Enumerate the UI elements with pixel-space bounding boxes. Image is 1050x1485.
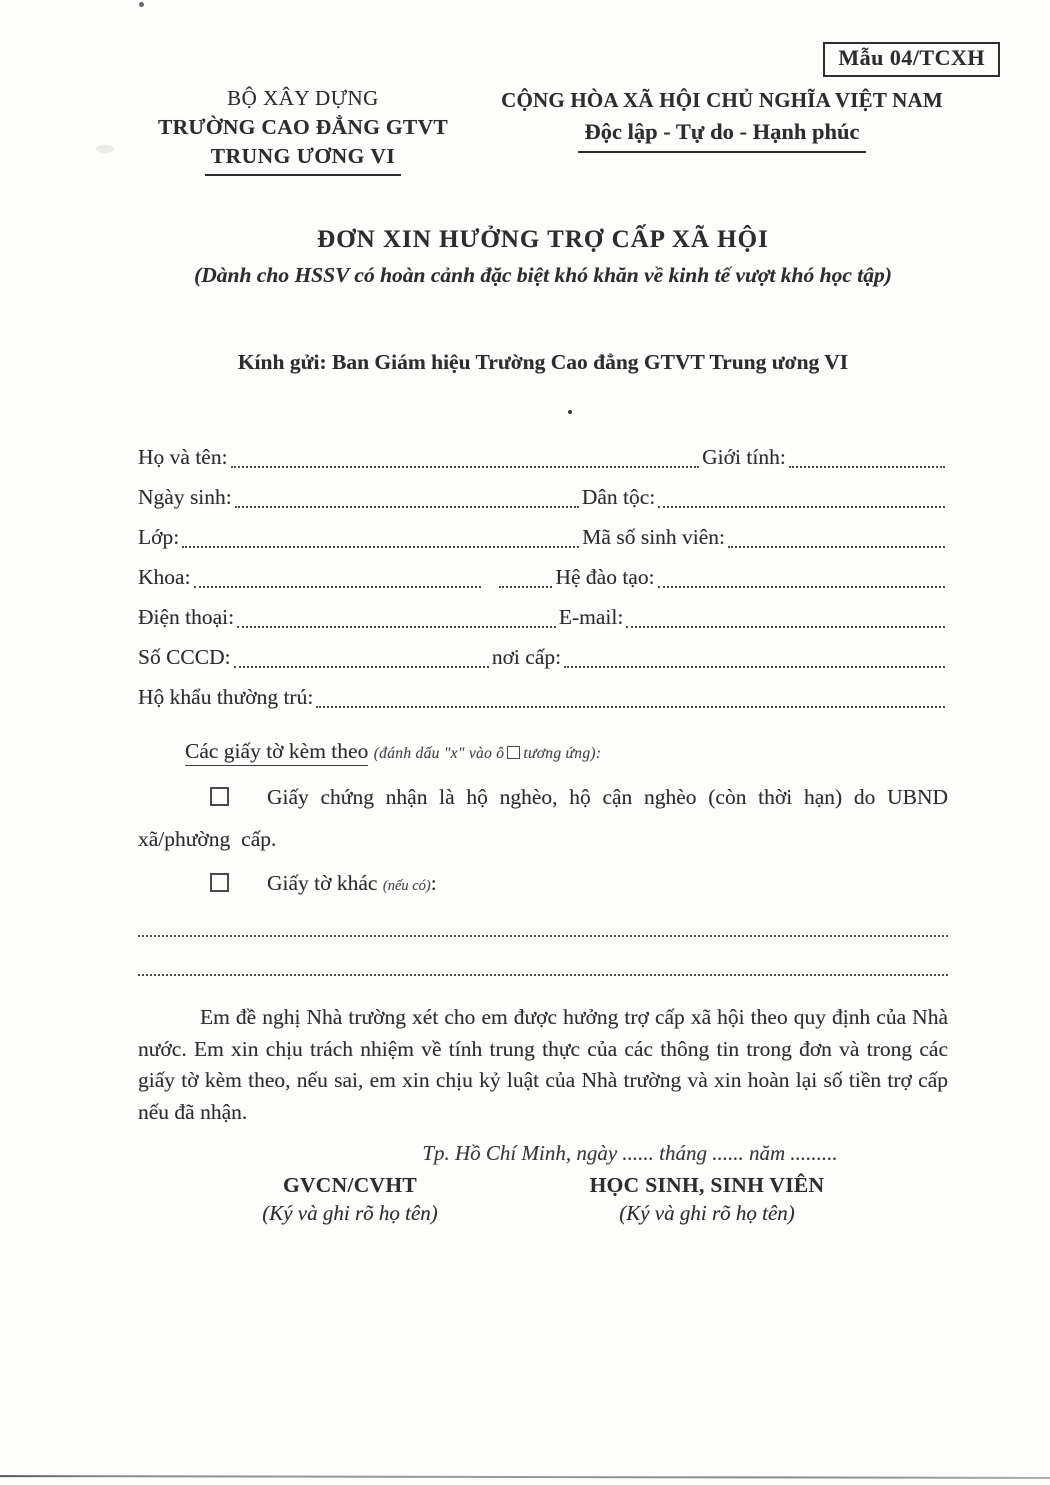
form-row-phone-email xyxy=(138,597,948,637)
attachments-heading-text: Các giấy tờ kèm theo xyxy=(185,739,368,766)
dotted-fill xyxy=(182,546,579,548)
form-row-address xyxy=(138,677,948,717)
attachments-heading xyxy=(138,733,948,772)
dotted-line xyxy=(138,935,948,937)
issuer-block xyxy=(138,84,468,176)
field-label-class: Lớp: xyxy=(138,525,180,549)
signature-block-student xyxy=(562,1173,852,1226)
national-title: CỘNG HÒA XÃ HỘI CHỦ NGHĨA VIỆT NAM xyxy=(501,88,943,112)
attachment-option-other xyxy=(138,862,948,907)
field-label-ethnic: Dân tộc: xyxy=(581,485,656,509)
checkbox-poor-household xyxy=(210,787,229,806)
declaration-paragraph: Em đề nghị Nhà trường xét cho em được hưởng trợ cấp xã hội theo quy định của Nhà nước. Em xin chịu trách nhiệm về tính trung thực của các thông tin trong đơn và trong các giấy tờ kèm theo, nếu sai, em xin chịu kỷ luật của Nhà trường và xin hoàn lại số tiền trợ cấp nếu đã nhận. xyxy=(138,1005,948,1124)
dotted-fill xyxy=(235,506,579,508)
attachment-option-suffix: : xyxy=(430,871,437,895)
dotted-fill xyxy=(316,706,945,708)
note-close: tương ứng): xyxy=(523,745,602,762)
issuer-school-line2: TRUNG ƯƠNG VI xyxy=(205,142,401,176)
dotted-fill xyxy=(499,586,552,588)
national-motto-block xyxy=(482,84,962,176)
note-open: (đánh dấu "x" vào ô xyxy=(373,745,505,762)
document-content xyxy=(138,0,948,1226)
checkbox-icon xyxy=(507,746,520,759)
field-label-program: Hệ đào tạo: xyxy=(555,565,655,589)
field-label-fullname: Họ và tên: xyxy=(138,445,228,469)
form-row-dob-ethnic xyxy=(138,477,948,517)
form-row-class-studentid xyxy=(138,517,948,557)
field-label-gender: Giới tính: xyxy=(702,445,786,469)
form-row-id-issueplace xyxy=(138,637,948,677)
signature-note: (Ký và ghi rõ họ tên) xyxy=(262,1201,438,1225)
dotted-fill xyxy=(237,626,556,628)
signature-title: HỌC SINH, SINH VIÊN xyxy=(589,1173,825,1197)
page-subtitle: (Dành cho HSSV có hoàn cảnh đặc biệt khó khăn về kinh tế vượt khó học tập) xyxy=(194,263,892,287)
date-place-line: Tp. Hồ Chí Minh, ngày ...... tháng ...... năm ......... xyxy=(422,1141,838,1165)
field-label-phone: Điện thoại: xyxy=(138,605,235,629)
attachment-option-text: Giấy tờ khác xyxy=(267,871,378,895)
field-label-studentid: Mã số sinh viên: xyxy=(582,525,726,549)
scan-page-edge xyxy=(0,1475,1050,1479)
issuer-ministry: BỘ XÂY DỰNG xyxy=(227,86,379,110)
signature-title: GVCN/CVHT xyxy=(282,1173,418,1197)
field-label-faculty: Khoa: xyxy=(138,565,191,589)
attachment-option-text: Giấy chứng nhận là hộ nghèo, hộ cận nghèo (còn thời hạn) do UBND xã/phường cấp. xyxy=(138,785,948,851)
dotted-fill xyxy=(231,466,700,468)
dotted-fill xyxy=(658,586,945,588)
dotted-fill xyxy=(194,586,481,588)
form-code: Mẫu 04/TCXH xyxy=(838,45,985,70)
attachments-heading-note xyxy=(374,745,602,762)
dotted-fill xyxy=(626,626,945,628)
attachment-option-poor-household xyxy=(138,776,948,860)
field-label-address: Hộ khẩu thường trú: xyxy=(138,685,314,709)
signature-note: (Ký và ghi rõ họ tên) xyxy=(619,1201,795,1225)
signature-block-advisor xyxy=(138,1173,562,1226)
dotted-fill xyxy=(564,666,945,668)
scan-smudge xyxy=(96,145,114,153)
dotted-fill xyxy=(234,666,489,668)
dotted-line xyxy=(138,974,948,976)
scan-speck xyxy=(568,410,572,414)
form-row-faculty-program xyxy=(138,557,948,597)
field-label-dob: Ngày sinh: xyxy=(138,485,232,509)
signature-blocks xyxy=(138,1173,948,1226)
form-fields xyxy=(138,437,948,717)
page-title: ĐƠN XIN HƯỞNG TRỢ CẤP XÃ HỘI xyxy=(317,226,769,253)
issuer-school-line1: TRƯỜNG CAO ĐẲNG GTVT xyxy=(157,115,449,139)
dotted-fill xyxy=(789,466,945,468)
field-label-cccd: Số CCCD: xyxy=(138,645,231,669)
dotted-fill xyxy=(728,546,945,548)
checkbox-other-docs xyxy=(210,873,229,892)
document-header xyxy=(138,0,948,176)
recipient-line: Kính gửi: Ban Giám hiệu Trường Cao đẳng GTVT Trung ương VI xyxy=(237,350,849,374)
dotted-fill xyxy=(658,506,945,508)
form-row-name-gender xyxy=(138,437,948,477)
attachment-option-note: (nếu có) xyxy=(382,878,431,894)
national-motto: Độc lập - Tự do - Hạnh phúc xyxy=(578,116,865,153)
field-label-issueplace: nơi cấp: xyxy=(491,645,562,669)
scan-speck xyxy=(139,2,144,7)
field-label-email: E-mail: xyxy=(558,605,624,629)
